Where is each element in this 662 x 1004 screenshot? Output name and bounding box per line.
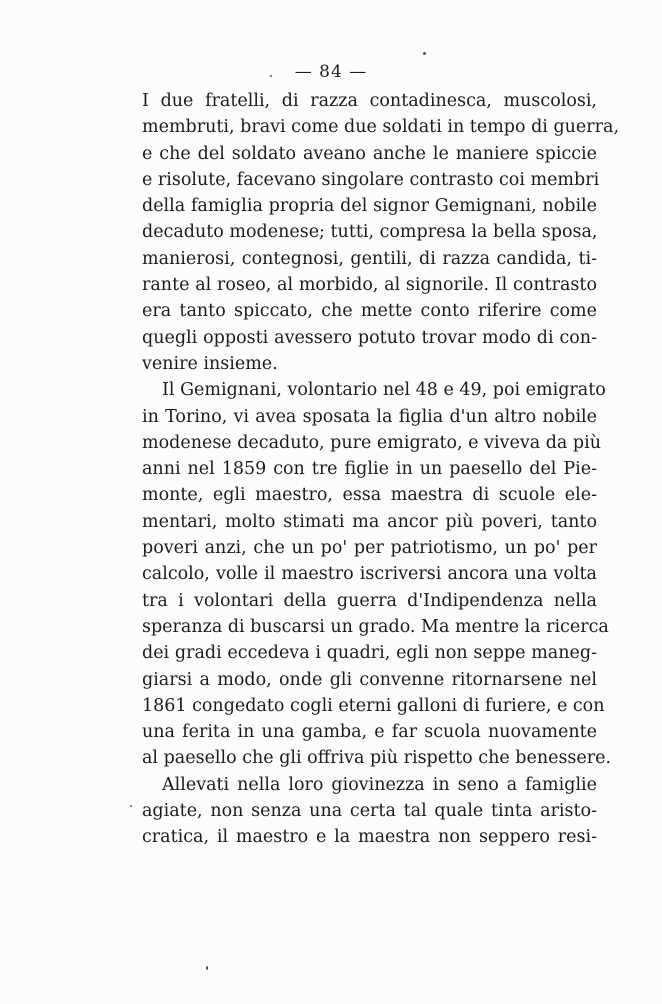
text-line: quegli opposti avessero potuto trovar modo di con- xyxy=(142,327,597,348)
text-line: monte, egli maestro, essa maestra di scuole ele- xyxy=(142,485,597,506)
text-line: modenese decaduto, pure emigrato, e viveva da più xyxy=(142,432,601,453)
text-line: membruti, bravi come due soldati in tempo di guerra, xyxy=(142,117,620,138)
text-line: anni nel 1859 con tre figlie in un paesello del Pie- xyxy=(142,459,597,480)
text-line: I due fratelli, di razza contadinesca, muscolosi, xyxy=(142,91,597,111)
text-line: Il Gemignani, volontario nel 48 e 49, poi emigrato xyxy=(162,380,606,401)
text-line: venire insieme. xyxy=(142,353,278,374)
text-line: tra i volontari della guerra d'Indipendenza nella xyxy=(142,590,597,611)
scan-speck xyxy=(206,966,208,970)
text-line: in Torino, vi avea sposata la figlia d'un altro nobile xyxy=(142,406,597,427)
text-line: agiate, non senza una certa tal quale tinta aristo- xyxy=(142,801,597,822)
text-line: Allevati nella loro giovinezza in seno a famiglie xyxy=(162,774,597,795)
scan-speck xyxy=(270,75,272,77)
text-line: cratica, il maestro e la maestra non seppero resi- xyxy=(142,827,597,848)
text-line: rante al roseo, al morbido, al signorile. Il contrasto xyxy=(142,275,597,296)
text-line: dei gradi eccedeva i quadri, egli non seppe maneg- xyxy=(142,643,597,664)
text-line: mentari, molto stimati ma ancor più poveri, tanto xyxy=(142,511,597,532)
text-line: e risolute, facevano singolare contrasto coi membri xyxy=(142,169,600,190)
text-line: e che del soldato aveano anche le maniere spiccie xyxy=(142,143,597,164)
page-number: — 84 — xyxy=(294,62,368,82)
text-line: al paesello che gli offriva più rispetto che benessere. xyxy=(142,748,612,769)
text-line: una ferita in una gamba, e far scuola nuovamente xyxy=(142,722,597,743)
scan-speck xyxy=(423,52,426,55)
text-line: manierosi, contegnosi, gentili, di razza candida, ti- xyxy=(142,248,597,269)
text-line: decaduto modenese; tutti, compresa la bella sposa, xyxy=(142,222,598,243)
body-text xyxy=(142,88,620,851)
text-line: era tanto spiccato, che mette conto riferire come xyxy=(142,301,597,322)
scan-speck xyxy=(130,805,132,807)
text-line: della famiglia propria del signor Gemignani, nobile xyxy=(142,196,597,217)
text-line: poveri anzi, che un po' per patriotismo, un po' per xyxy=(142,538,597,559)
text-line: calcolo, volle il maestro iscriversi ancora una volta xyxy=(142,564,597,585)
text-line: 1861 congedato cogli eterni galloni di furiere, e con xyxy=(142,695,605,716)
text-line: speranza di buscarsi un grado. Ma mentre la ricerca xyxy=(142,616,609,637)
text-line: giarsi a modo, onde gli convenne ritornarsene nel xyxy=(142,669,597,690)
